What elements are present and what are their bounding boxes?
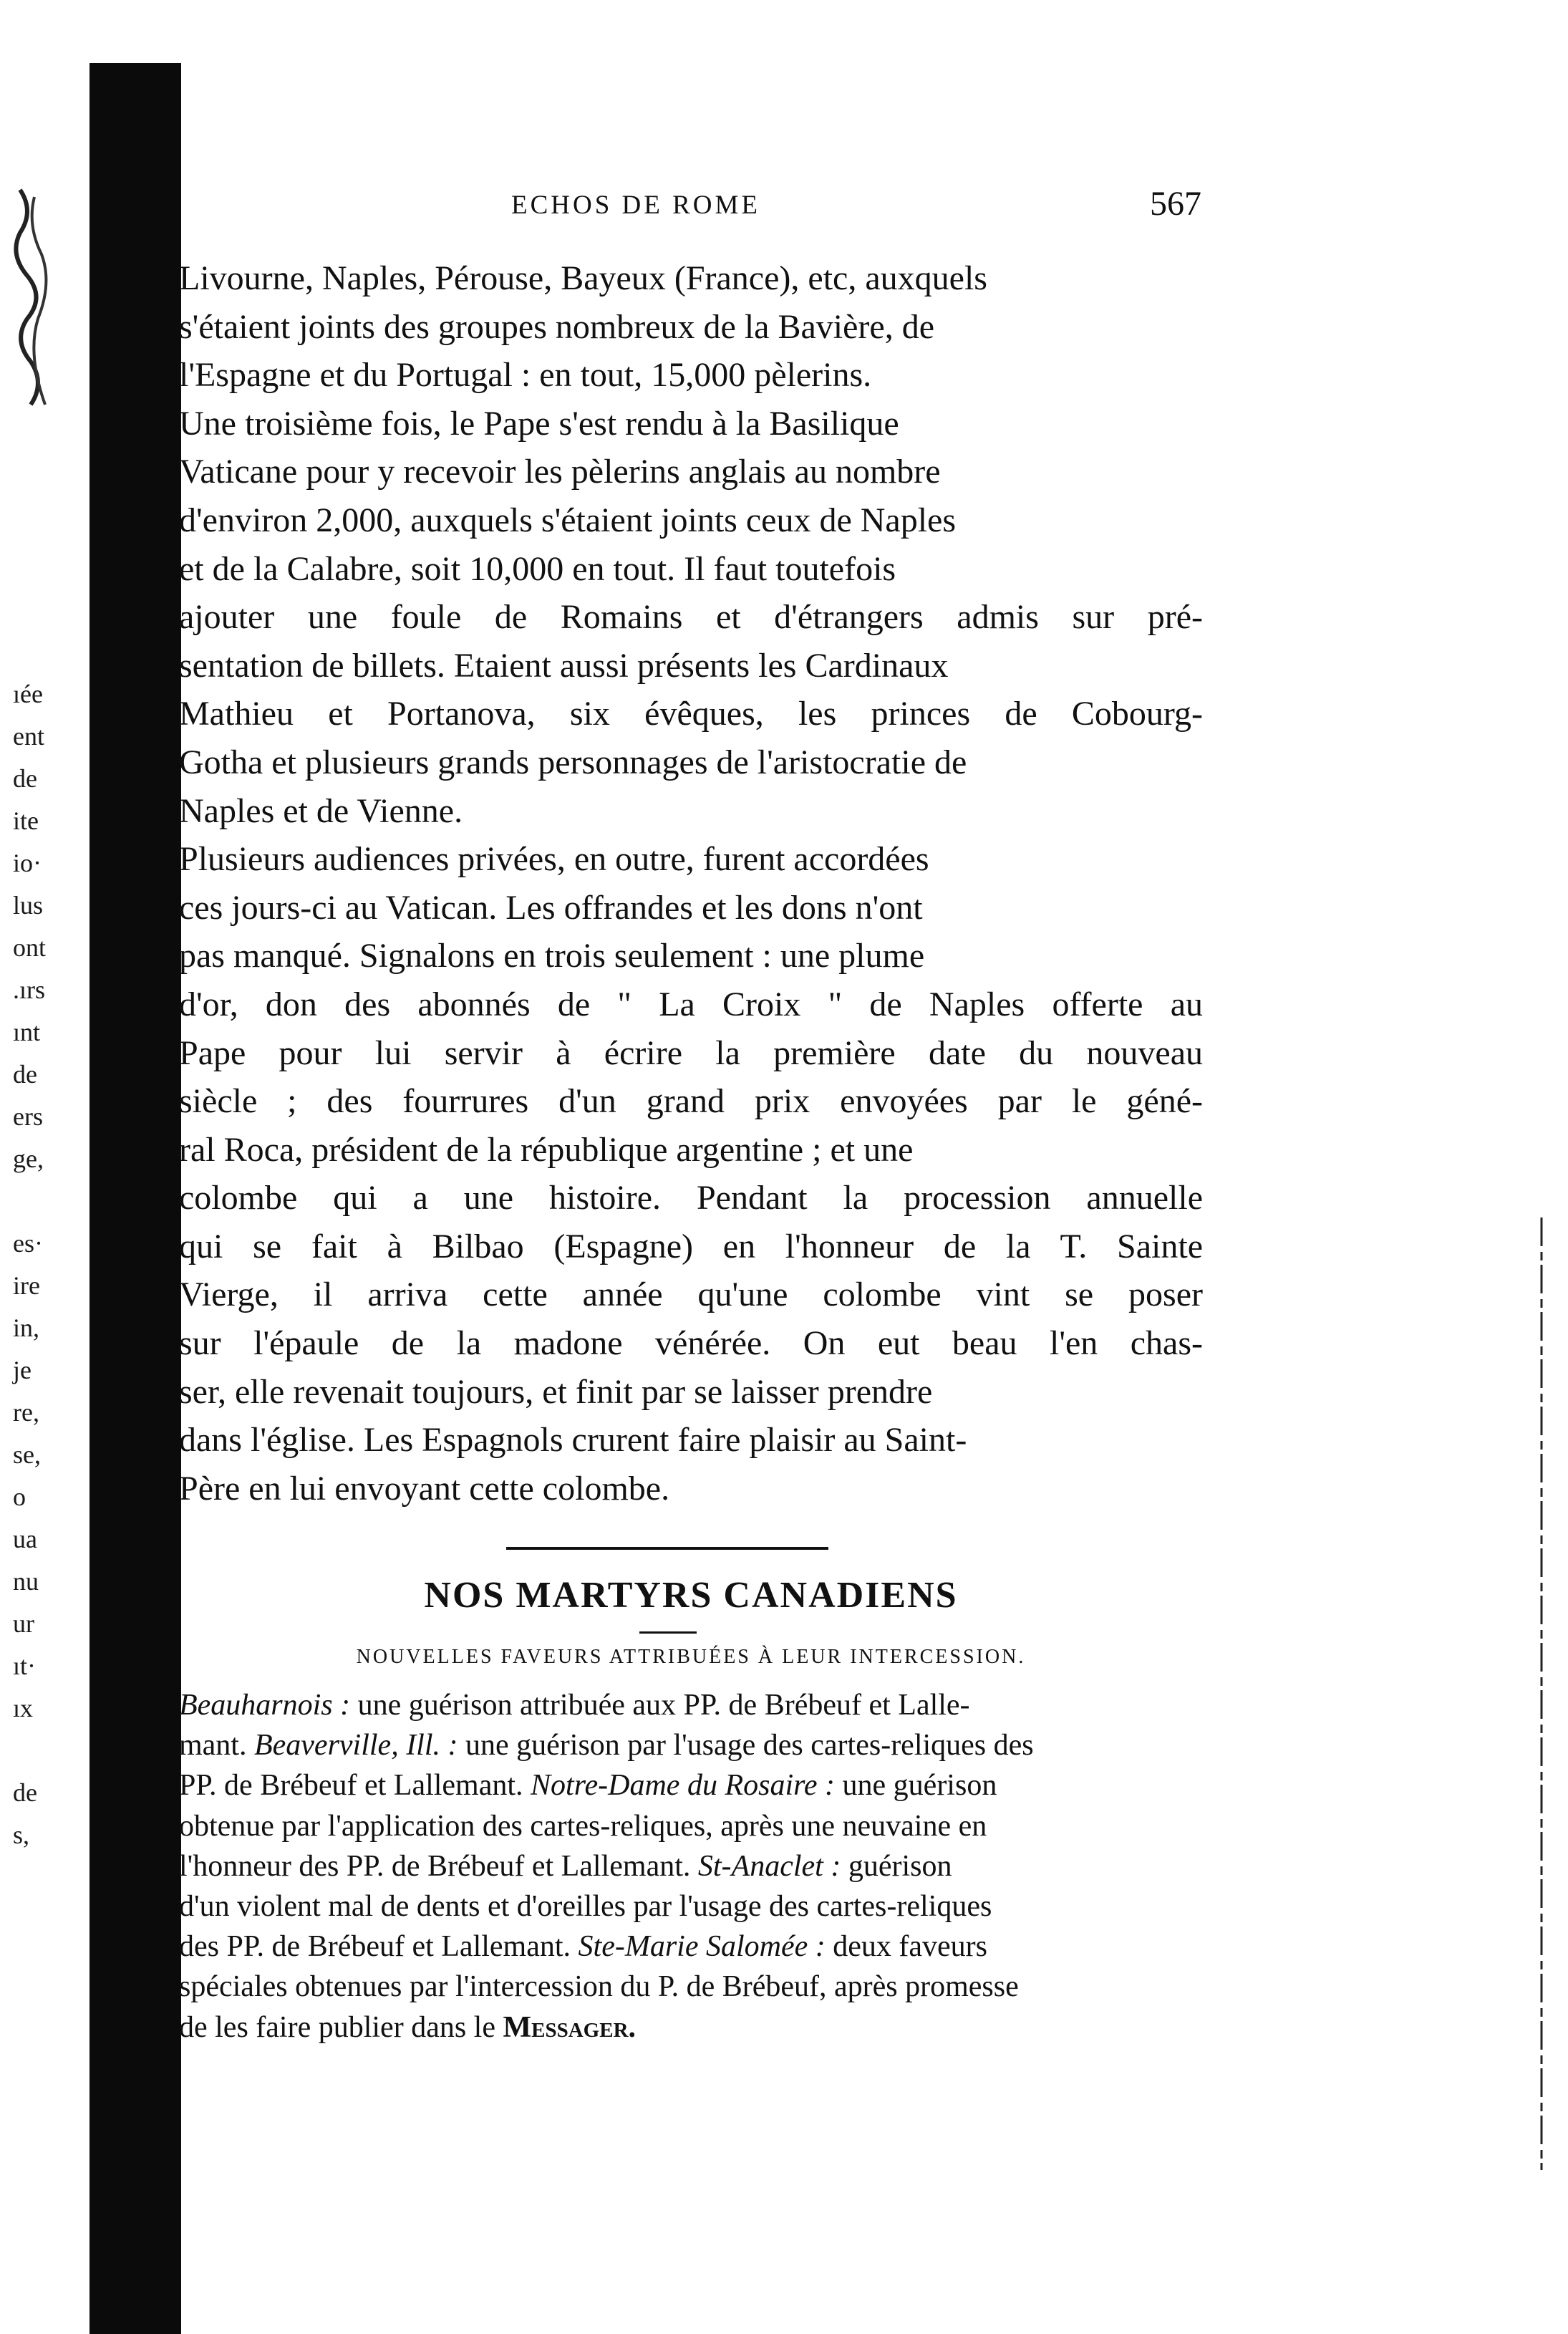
text-line: ces jours-ci au Vatican. Les offrandes et les dons n'ont — [179, 888, 923, 927]
favour-place: Notre-Dame du Rosaire : — [531, 1769, 836, 1803]
facing-fragment: ge, — [13, 1144, 44, 1173]
article-body — [179, 254, 1203, 1513]
text-line: Mathieu et Portanova, six évêques, les princes de Cobourg- — [179, 695, 1203, 733]
facing-fragment: ont — [13, 933, 47, 962]
favour-text: une guérison attribuée aux PP. de Brébeuf et Lalle- — [350, 1689, 970, 1722]
favour-line — [179, 1765, 1203, 1805]
text-line: ajouter une foule de Romains et d'étrangers admis sur pré- — [179, 598, 1203, 637]
text-line: Une troisième fois, le Pape s'est rendu à la Basilique — [179, 404, 899, 443]
text-line: Père en lui envoyant cette colombe. — [179, 1469, 670, 1508]
text-line: pas manqué. Signalons en trois seulement : une plume — [179, 937, 925, 975]
section-divider — [506, 1547, 828, 1550]
facing-fragment: ınt — [13, 1018, 41, 1046]
favour-text: deux faveurs — [825, 1930, 987, 1964]
favour-text: PP. de Brébeuf et Lallemant. — [179, 1769, 531, 1803]
favour-text: guérison — [841, 1849, 952, 1883]
facing-fragment: ite — [13, 806, 39, 835]
facing-fragment: o — [13, 1482, 26, 1511]
section-subtitle: NOUVELLES FAVEURS ATTRIBUÉES À LEUR INTERCESSION. — [356, 1646, 1026, 1668]
text-line: dans l'église. Les Espagnols crurent faire plaisir au Saint- — [179, 1421, 967, 1460]
favour-line — [179, 1926, 1203, 1967]
favour-line — [179, 1967, 1203, 2007]
text-line: s'étaient joints des groupes nombreux de la Bavière, de — [179, 307, 935, 346]
facing-fragment: es· — [13, 1229, 43, 1258]
facing-fragment: io· — [13, 849, 42, 877]
facing-fragment: s, — [13, 1821, 30, 1849]
text-line: Gotha et plusieurs grands personnages de l'aristocratie de — [179, 743, 967, 781]
favour-place: Ste-Marie Salomée : — [578, 1930, 826, 1964]
facing-fragment: in, — [13, 1313, 40, 1342]
running-header — [179, 185, 1203, 233]
facing-fragment: de — [13, 1778, 37, 1807]
text-line: d'environ 2,000, auxquels s'étaient joints ceux de Naples — [179, 501, 957, 539]
favour-text: une guérison — [835, 1769, 997, 1803]
text-line: Vaticane pour y recevoir les pèlerins anglais au nombre — [179, 453, 941, 491]
favour-line — [179, 2007, 1203, 2048]
favour-line — [179, 1806, 1203, 1846]
text-line: d'or, don des abonnés de " La Croix " de Naples offerte au — [179, 985, 1203, 1023]
facing-fragment: de — [13, 1060, 37, 1089]
text-line: Pape pour lui servir à écrire la première date du nouveau — [179, 1033, 1203, 1072]
favour-line — [179, 1886, 1203, 1926]
facing-fragment: ire — [13, 1271, 40, 1300]
favour-text: mant. — [179, 1729, 254, 1762]
facing-fragment: ur — [13, 1609, 34, 1638]
text-line: ral Roca, président de la république argentine ; et une — [179, 1130, 914, 1169]
text-line: Naples et de Vienne. — [179, 791, 463, 830]
text-line: sur l'épaule de la madone vénérée. On eut beau l'en chas- — [179, 1324, 1203, 1363]
favour-place: St-Anaclet : — [697, 1849, 841, 1883]
facing-fragment: .ırs — [13, 975, 45, 1004]
text-line: l'Espagne et du Portugal : en tout, 15,000 pèlerins. — [179, 356, 872, 395]
favour-line — [179, 1725, 1203, 1765]
facing-fragment: lus — [13, 891, 44, 920]
title-underline — [639, 1631, 697, 1634]
facing-page-ornament — [6, 183, 56, 419]
facing-fragment — [13, 1730, 92, 1772]
favour-text: obtenue par l'application des cartes-reliques, après une neuvaine en — [179, 1809, 987, 1843]
facing-fragment: ıx — [13, 1694, 34, 1722]
text-line: sentation de billets. Etaient aussi présents les Cardinaux — [179, 646, 949, 685]
page-number: 567 — [1150, 185, 1201, 223]
text-line: Vierge, il arriva cette année qu'une colombe vint se poser — [179, 1275, 1203, 1314]
text-line: ser, elle revenait toujours, et finit par se laisser prendre — [179, 1372, 933, 1411]
text-line: colombe qui a une histoire. Pendant la procession annuelle — [179, 1179, 1203, 1217]
text-line: qui se fait à Bilbao (Espagne) en l'honneur de la T. Sainte — [179, 1227, 1203, 1265]
favour-place: Beauharnois : — [179, 1689, 351, 1722]
favour-text: de les faire publier dans le — [179, 2010, 503, 2044]
text-line: et de la Calabre, soit 10,000 en tout. Il faut toutefois — [179, 549, 896, 588]
favour-text: l'honneur des PP. de Brébeuf et Lallemant. — [179, 1849, 698, 1883]
facing-page-fragments — [13, 673, 92, 1856]
favour-text: une guérison par l'usage des cartes-reliques des — [458, 1729, 1034, 1762]
binding-shadow — [89, 63, 181, 2334]
facing-fragment: ıt· — [13, 1651, 36, 1680]
favour-line — [179, 1846, 1203, 1886]
text-line: Livourne, Naples, Pérouse, Bayeux (France), etc, auxquels — [179, 259, 987, 297]
favour-place: Beaverville, Ill. : — [253, 1729, 458, 1762]
facing-fragment: je — [13, 1356, 32, 1384]
favours-list — [179, 1685, 1203, 2048]
scan-edge-noise — [1538, 1217, 1545, 2170]
running-title: ECHOS DE ROME — [511, 191, 761, 220]
publication-name: Messager. — [503, 2010, 637, 2044]
text-line: Plusieurs audiences privées, en outre, furent accordées — [179, 840, 929, 879]
facing-fragment: re, — [13, 1398, 39, 1427]
facing-fragment: nu — [13, 1567, 39, 1596]
facing-fragment: se, — [13, 1440, 41, 1469]
section-title: NOS MARTYRS CANADIENS — [424, 1575, 958, 1616]
facing-fragment: de — [13, 764, 37, 793]
facing-fragment: ua — [13, 1525, 37, 1553]
facing-fragment: ers — [13, 1102, 43, 1131]
facing-fragment: ıée — [13, 680, 43, 708]
favour-text: spéciales obtenues par l'intercession du P. de Brébeuf, après promesse — [179, 1970, 1019, 2004]
facing-fragment — [13, 1180, 92, 1223]
favour-text: d'un violent mal de dents et d'oreilles par l'usage des cartes-reliques — [179, 1889, 992, 1923]
favour-line — [179, 1685, 1203, 1725]
text-line: siècle ; des fourrures d'un grand prix envoyées par le géné- — [179, 1082, 1203, 1121]
favour-text: des PP. de Brébeuf et Lallemant. — [179, 1930, 579, 1964]
facing-fragment: ent — [13, 722, 44, 751]
